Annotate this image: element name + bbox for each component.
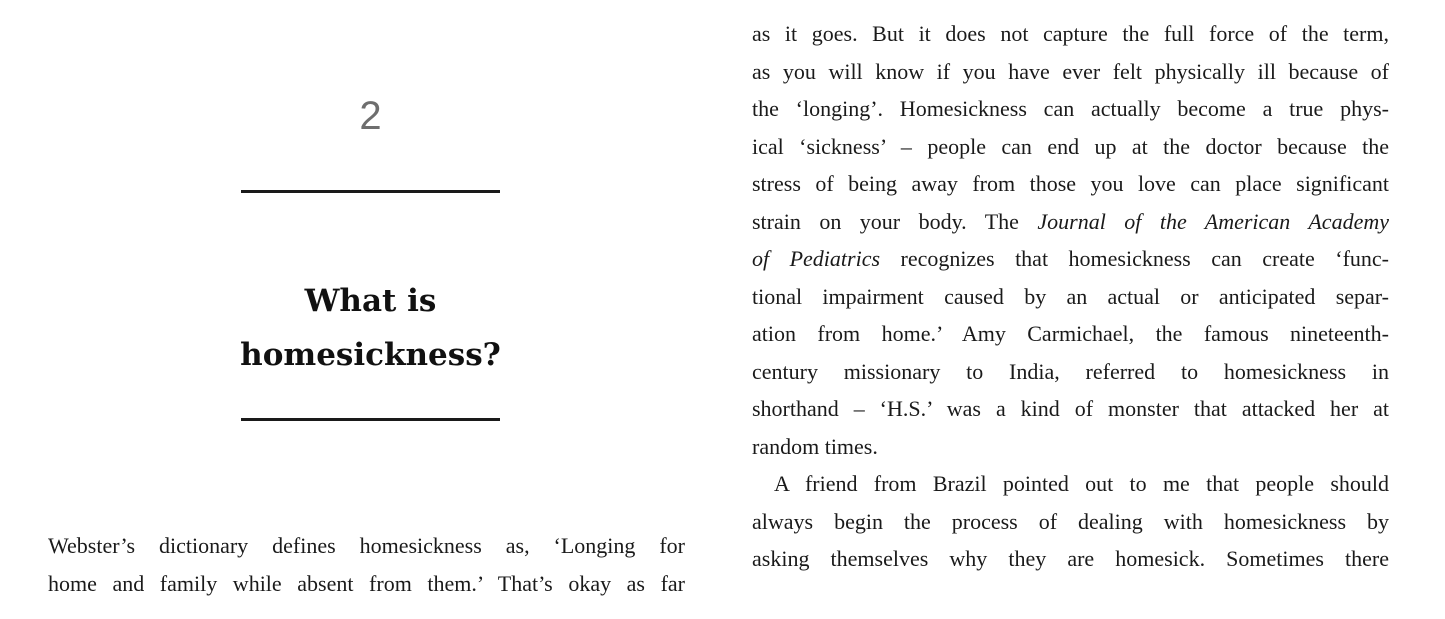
left-page	[0, 0, 722, 619]
chapter-number: 2	[359, 94, 382, 138]
journal-title-italic: of Pediatrics	[752, 246, 881, 271]
text-run: strain on your body. The	[752, 208, 1038, 234]
text-line: ation from home.’ Amy Carmichael, the famous nineteenth-	[752, 321, 1389, 346]
paragraph-end-line: random times.	[752, 433, 878, 459]
text-line: home and family while absent from them.’ That’s okay as far	[48, 570, 685, 596]
text-line: always begin the process of dealing with homesickness by	[752, 508, 1389, 534]
left-page-body-text	[48, 527, 685, 602]
chapter-title-top-rule	[241, 190, 500, 193]
chapter-title-line: homesickness?	[240, 337, 501, 373]
text-line: tional impairment caused by an actual or anticipated separ-	[752, 283, 1389, 309]
chapter-title-line: What is	[304, 283, 437, 319]
text-line: as it goes. But it does not capture the full force of the term,	[752, 21, 1389, 46]
chapter-title-bottom-rule	[241, 418, 500, 421]
text-line: ical ‘sickness’ – people can end up at the doctor because the	[752, 133, 1389, 159]
text-line	[752, 203, 1389, 241]
text-line: stress of being away from those you love can place significant	[752, 171, 1389, 196]
text-line	[752, 240, 1389, 278]
text-run: recognizes that homesickness can create ‘func-	[880, 246, 1389, 271]
right-page	[722, 0, 1445, 619]
paragraph-start-line: A friend from Brazil pointed out to me that people should	[774, 471, 1389, 496]
text-line: shorthand – ‘H.S.’ was a kind of monster that attacked her at	[752, 396, 1389, 421]
text-line: century missionary to India, referred to homesickness in	[752, 358, 1389, 384]
text-line: the ‘longing’. Homesickness can actually become a true phys-	[752, 96, 1389, 121]
chapter-title	[180, 274, 561, 382]
text-line: as you will know if you have ever felt physically ill because of	[752, 58, 1389, 84]
right-page-body-text	[752, 15, 1389, 578]
text-line: Webster’s dictionary defines homesickness as, ‘Longing for	[48, 533, 685, 558]
journal-title-italic: Journal of the American Academy	[1037, 208, 1389, 234]
text-line: asking themselves why they are homesick. Sometimes there	[752, 546, 1389, 571]
